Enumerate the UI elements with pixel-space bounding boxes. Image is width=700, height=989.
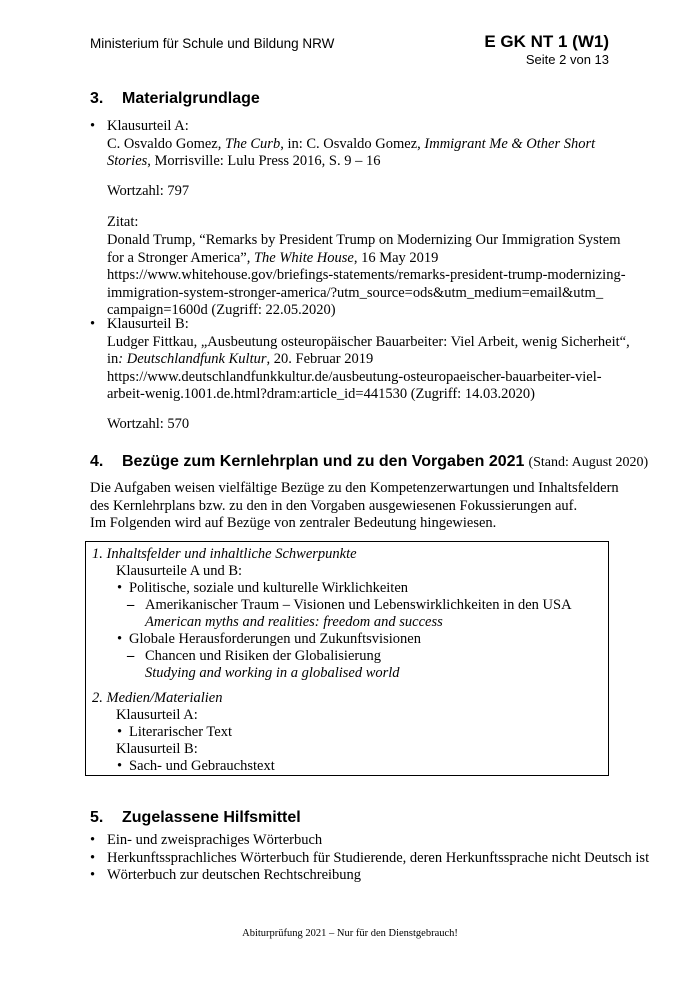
parts-ab-label: Klausurteile A und B: [116, 563, 243, 579]
section-number: 3. [90, 90, 104, 107]
section-4-heading [90, 453, 648, 471]
section-number: 5. [90, 809, 104, 826]
bullet-icon: • [90, 867, 96, 884]
box-heading-2: 2. Medien/Materialien [92, 690, 223, 706]
part-a-media-label: Klausurteil A: [116, 707, 198, 723]
part-b-media: Sach- und Gebrauchstext [129, 758, 275, 774]
list-item: • Ein- und zweisprachiges Wörterbuch [90, 832, 323, 848]
aids-list [90, 832, 650, 885]
part-a-wordcount: Wortzahl: 797 [107, 182, 190, 199]
list-item: • Herkunftssprachliches Wörterbuch für Studierende, deren Herkunftssprache nicht Deutsch ist [90, 849, 650, 866]
ministry-name: Ministerium für Schule und Bildung NRW [90, 36, 335, 51]
reference-box [85, 541, 609, 776]
exam-code: E GK NT 1 (W1) [484, 32, 609, 51]
part-a-source: C. Osvaldo Gomez, The Curb, in: C. Osvaldo Gomez, Immigrant Me & Other Short Stories, Morrisville: Lulu Press 2016, S. 9 – 16 [107, 135, 596, 170]
section-3-heading [90, 90, 260, 108]
part-a-label: Klausurteil A: [107, 118, 189, 134]
part-b-media-label: Klausurteil B: [116, 741, 198, 757]
section-title: Materialgrundlage [122, 90, 260, 107]
part-b-source: Ludger Fittkau, „Ausbeutung osteuropäischer Bauarbeiter: Viel Arbeit, wenig Sicherheit“, in: Deutschlandfunk Kultur, 20. Februar 2019 [107, 333, 630, 368]
box-heading-1: 1. Inhaltsfelder und inhaltliche Schwerpunkte [92, 546, 357, 562]
list-item: • Wörterbuch zur deutschen Rechtschreibung [90, 867, 362, 884]
bullet-icon: • [117, 758, 123, 774]
bullet-icon: • [90, 849, 96, 866]
section-4-intro: Die Aufgaben weisen vielfältige Bezüge zu den Kompetenzerwartungen und Inhaltsfeldern des Kernlehrplans bzw. zu den in den Vorgaben ausgewiesenen Fokussierungen auf. Im Folgenden wird auf Bezüge von zentraler Bedeutung hingewiesen. [90, 480, 619, 532]
page-footer: Abiturprüfung 2021 – Nur für den Dienstgebrauch! [242, 928, 458, 939]
part-a-media: Literarischer Text [129, 724, 232, 740]
bullet-icon: • [90, 832, 96, 848]
dash-icon: – [127, 648, 135, 664]
page-number: Seite 2 von 13 [525, 52, 609, 67]
topic-2: Globale Herausforderungen und Zukunftsvisionen [129, 631, 421, 647]
material-part-b [90, 316, 630, 434]
bullet-icon: • [117, 724, 123, 740]
part-b-url: https://www.deutschlandfunkkultur.de/ausbeutung-osteuropaeischer-bauarbeiter-viel- arbeit-wenig.1001.de.html?dram:article_id=441530 (Zugriff: 14.03.2020) [107, 368, 602, 403]
bullet-icon: • [90, 118, 96, 134]
quote-url: https://www.whitehouse.gov/briefings-statements/remarks-president-trump-modernizing- immigration-system-stronger-america/?utm_source=ods&utm_medium=email&utm_ campaign=1600d (Zugriff: 22.05.2020) [107, 267, 626, 319]
bullet-icon: • [117, 631, 123, 647]
section-number: 4. [90, 453, 104, 470]
stand-note: (Stand: August 2020) [528, 455, 649, 470]
bullet-icon: • [90, 316, 96, 332]
part-b-wordcount: Wortzahl: 570 [107, 415, 190, 432]
bullet-icon: • [117, 580, 123, 596]
section-title: Zugelassene Hilfsmittel [122, 809, 301, 826]
dash-icon: – [127, 597, 135, 613]
topic-1: Politische, soziale und kulturelle Wirklichkeiten [129, 580, 409, 596]
section-title: Bezüge zum Kernlehrplan und zu den Vorgaben 2021 [122, 453, 525, 470]
topic-1-focus: Amerikanischer Traum – Visionen und Lebenswirklichkeiten in den USA [145, 597, 572, 613]
topic-2-focus-en: Studying and working in a globalised world [145, 665, 400, 681]
part-b-label: Klausurteil B: [107, 316, 189, 332]
quote-source: Donald Trump, “Remarks by President Trump on Modernizing Our Immigration System for a Stronger America”, The White House, 16 May 2019 [107, 231, 621, 266]
quote-label: Zitat: [107, 214, 139, 231]
material-part-a [90, 118, 630, 320]
topic-2-focus: Chancen und Risiken der Globalisierung [145, 648, 381, 664]
section-5-heading [90, 809, 301, 827]
topic-1-focus-en: American myths and realities: freedom and success [145, 614, 443, 630]
